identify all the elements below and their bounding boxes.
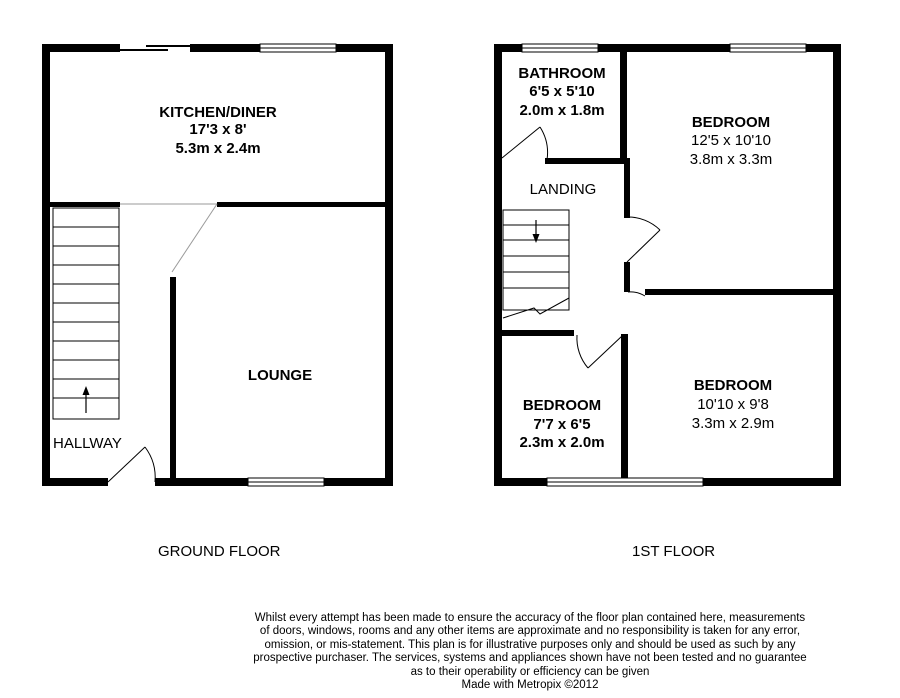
- window-symbol: [730, 44, 806, 52]
- kitchen-name: KITCHEN/DINER: [159, 104, 277, 121]
- bedroom-large-metric: 3.8m x 3.3m: [689, 151, 773, 168]
- disclaimer-line: Whilst every attempt has been made to ensure the accuracy of the floor plan contained here, measurements: [254, 612, 806, 624]
- kitchen-imperial: 17'3 x 8': [189, 121, 247, 138]
- door-swing-symbol: [627, 217, 660, 262]
- ground-floor-label: GROUND FLOOR: [158, 543, 281, 560]
- disclaimer: [230, 612, 830, 692]
- stairs-up-arrow-icon: [83, 386, 90, 413]
- bedroom-mid-imperial: 10'10 x 9'8: [697, 396, 769, 413]
- bathroom-metric: 2.0m x 1.8m: [519, 102, 605, 119]
- window-symbol: [522, 44, 598, 52]
- lounge-name: LOUNGE: [247, 367, 313, 384]
- window-symbol: [260, 44, 336, 52]
- disclaimer-line: omission, or mis-statement. This plan is for illustrative purposes only and should be used as such by any: [264, 638, 796, 651]
- disclaimer-line: as to their operability or efficiency can be given: [410, 665, 650, 678]
- door-swing-symbol: [628, 292, 645, 296]
- bedroom-small-imperial: 7'7 x 6'5: [533, 416, 591, 433]
- metropix-credit: Made with Metropix ©2012: [461, 679, 599, 692]
- disclaimer-line: of doors, windows, rooms and any other items are approximate and no responsibility is taken for any error,: [259, 625, 801, 638]
- door-swing-symbol: [502, 127, 548, 160]
- bedroom-small-metric: 2.3m x 2.0m: [519, 434, 605, 451]
- bathroom-name: BATHROOM: [518, 65, 606, 82]
- bedroom-large-name: BEDROOM: [691, 114, 771, 131]
- bedroom-mid-name: BEDROOM: [693, 377, 773, 394]
- hallway-name: HALLWAY: [53, 435, 122, 452]
- bedroom-small-name: BEDROOM: [522, 397, 602, 414]
- bathroom-imperial: 6'5 x 5'10: [529, 83, 595, 100]
- landing-name: LANDING: [529, 181, 597, 198]
- window-symbol: [248, 478, 324, 486]
- sliding-door-symbol: [120, 46, 190, 50]
- bedroom-mid-metric: 3.3m x 2.9m: [691, 415, 775, 432]
- bedroom-large-imperial: 12'5 x 10'10: [691, 132, 771, 149]
- first-floor-label: 1ST FLOOR: [632, 543, 716, 560]
- kitchen-metric: 5.3m x 2.4m: [175, 140, 261, 157]
- disclaimer-line: prospective purchaser. The services, systems and appliances shown have not been tested and no guarantee: [253, 652, 807, 665]
- window-symbol: [547, 478, 703, 486]
- door-swing-symbol: [577, 335, 622, 368]
- door-swing-symbol: [108, 447, 155, 482]
